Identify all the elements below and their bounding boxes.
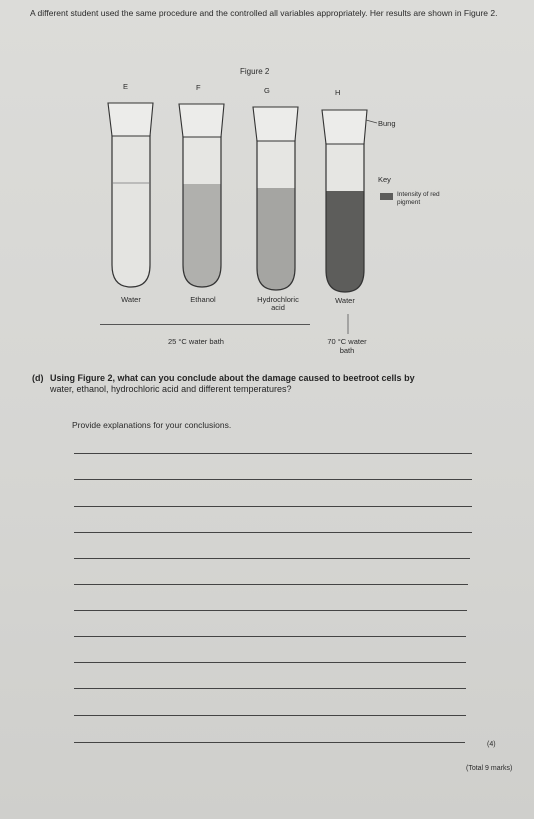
bung-pointer-line <box>366 120 377 123</box>
bung-label: Bung <box>378 119 396 128</box>
answer-line[interactable] <box>74 636 466 637</box>
answer-line[interactable] <box>74 715 466 716</box>
figure-title: Figure 2 <box>240 67 270 76</box>
tube-g-pigment <box>257 188 295 290</box>
question-text: Using Figure 2, what can you conclude about the damage caused to beetroot cells by <box>50 373 415 383</box>
answer-line[interactable] <box>74 688 466 689</box>
bath-70-label: 70 °C water bath <box>327 337 367 355</box>
answer-line[interactable] <box>74 610 467 611</box>
tube-label-h: Water <box>335 296 355 305</box>
answer-line[interactable] <box>74 662 466 663</box>
tube-h-bung <box>322 110 367 144</box>
answer-line[interactable] <box>74 532 472 533</box>
tube-g <box>253 107 298 290</box>
marks-label: (4) <box>487 741 496 748</box>
tube-label-g: Hydrochloric acid <box>257 295 299 312</box>
answer-line[interactable] <box>74 584 468 585</box>
bath-25-bracket <box>100 324 310 325</box>
answer-line[interactable] <box>74 558 470 559</box>
intro-text: A different student used the same procedure and the controlled all variables appropriately. Her results are shown in Figure 2. <box>30 8 498 18</box>
tube-f-pigment <box>183 184 221 287</box>
explain-instruction: Provide explanations for your conclusions. <box>72 420 232 430</box>
tube-letter-g: G <box>264 86 270 95</box>
tube-letter-h: H <box>335 88 341 97</box>
bath-25-label: 25 °C water bath <box>168 337 224 346</box>
answer-line[interactable] <box>74 479 472 480</box>
tube-g-bung <box>253 107 298 141</box>
tube-label-f: Ethanol <box>190 295 216 304</box>
tube-e <box>108 103 153 287</box>
tube-h-pigment <box>326 191 364 292</box>
tube-e-bung <box>108 103 153 136</box>
tube-letter-e: E <box>123 82 129 91</box>
tube-f-bung <box>179 104 224 137</box>
answer-line[interactable] <box>74 453 472 454</box>
key-title: Key <box>378 175 391 184</box>
key-swatch <box>380 193 393 200</box>
tube-letter-f: F <box>196 83 201 92</box>
question-number: (d) <box>32 373 44 383</box>
tube-f <box>179 104 224 287</box>
answer-line[interactable] <box>74 506 472 507</box>
key-text: Intensity of red pigment <box>397 191 440 206</box>
answer-line[interactable] <box>74 742 465 743</box>
total-marks-label: (Total 9 marks) <box>466 765 513 772</box>
tube-label-e: Water <box>121 295 141 304</box>
tube-h <box>322 110 367 292</box>
question-text-continued: water, ethanol, hydrochloric acid and different temperatures? <box>50 384 292 394</box>
